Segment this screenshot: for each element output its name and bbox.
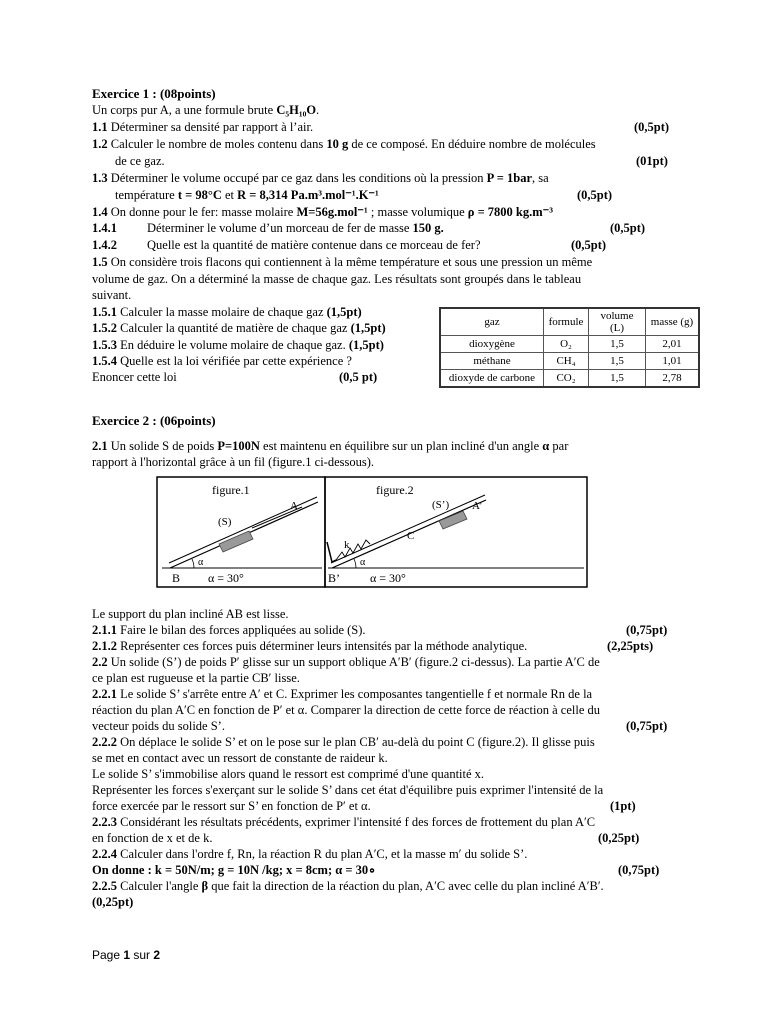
q1-3 <box>92 171 549 186</box>
q2-2-1-line3: vecteur poids du solide S’. <box>92 719 225 733</box>
q2-2-4 <box>92 847 527 862</box>
q1-4-density: ρ = 7800 kg.m⁻³ <box>467 205 554 219</box>
q2-1-line2: rapport à l'horizontal grâce à un fil (figure.1 ci-dessous). <box>92 455 375 469</box>
q1-1-points: (0,5pt) <box>634 120 670 134</box>
inclined-plane-figures <box>156 476 588 588</box>
footer-sur: sur <box>130 948 154 962</box>
q1-3-line2-b: et <box>221 188 238 202</box>
gas-table <box>439 307 700 388</box>
q1-4 <box>92 205 553 220</box>
cell-volume: 1,5 <box>589 370 646 388</box>
q1-3-num: 1.3 <box>92 171 108 185</box>
q1-4-num: 1.4 <box>92 205 108 219</box>
q1-4-2-points: (0,5pt) <box>571 238 607 252</box>
figure-1-solid-s <box>219 531 253 552</box>
q1-3-temperature: t = 98°C <box>177 188 222 202</box>
q2-2-2-line2: se met en contact avec un ressort de constante de raideur k. <box>92 751 388 765</box>
cell-formula: CO₂ <box>544 370 589 388</box>
support-note: Le support du plan incliné AB est lisse. <box>92 607 289 621</box>
ex1-intro <box>92 103 319 118</box>
q1-5-line3: suivant. <box>92 288 132 302</box>
gas-table-header <box>440 308 699 336</box>
figure-1-alpha-small: α <box>198 557 204 568</box>
figure-2-label-k: k <box>344 539 350 551</box>
cell-gas: méthane <box>440 353 544 370</box>
q2-1-alpha: α <box>542 439 550 453</box>
q1-5 <box>92 255 592 270</box>
q1-4-2-num: 1.4.2 <box>92 238 117 252</box>
q1-4-2 <box>92 238 481 253</box>
q1-5-4-points: (0,5 pt) <box>339 370 378 384</box>
q1-1 <box>92 120 313 135</box>
q1-4-1-points: (0,5pt) <box>610 221 646 235</box>
q1-5-line1: On considère trois flacons qui contiennent à la même température et sous une pression un même <box>110 255 593 269</box>
q2-2-5-points: (0,25pt) <box>92 895 134 909</box>
ex1-formula: C₅H₁₀O <box>276 103 317 117</box>
q2-2-5-beta: β <box>201 879 209 893</box>
q1-5-1 <box>92 305 362 320</box>
q2-2-2 <box>92 735 595 750</box>
figure-1-angle-arc <box>192 559 194 568</box>
q1-2-num: 1.2 <box>92 137 108 151</box>
q2-2-2-points: (1pt) <box>610 799 636 813</box>
q2-1 <box>92 439 568 454</box>
q2-1-2-text: Représenter ces forces puis déterminer leurs intensités par la méthode analytique. <box>120 639 528 653</box>
q1-1-text: Déterminer sa densité par rapport à l’air. <box>110 120 314 134</box>
q2-2-3-num: 2.2.3 <box>92 815 117 829</box>
q1-5-line2: volume de gaz. On a déterminé la masse de chaque gaz. Les résultats sont groupés dans le tableau <box>92 272 582 286</box>
figure-1-label-b: B <box>172 571 181 585</box>
q1-2-line2: de ce gaz. <box>115 154 165 168</box>
q1-5-3 <box>92 338 384 353</box>
q1-3-line2 <box>115 188 379 203</box>
q1-3-text-a: Déterminer le volume occupé par ce gaz dans les conditions où la pression <box>110 171 487 185</box>
q2-1-2 <box>92 639 527 654</box>
figure-1-title: figure.1 <box>212 483 250 497</box>
q1-5-1-text: Calculer la masse molaire de chaque gaz <box>120 305 324 319</box>
q1-5-4-line2: Enoncer cette loi <box>92 370 177 384</box>
q2-2-3-points: (0,25pt) <box>598 831 640 845</box>
q2-1-num: 2.1 <box>92 439 108 453</box>
q2-2-1-num: 2.2.1 <box>92 687 117 701</box>
figure-2-angle-arc <box>354 559 356 568</box>
q1-3-points: (0,5pt) <box>577 188 613 202</box>
q2-1-2-num: 2.1.2 <box>92 639 117 653</box>
q1-3-text-b: , sa <box>532 171 549 185</box>
q2-2-5-num: 2.2.5 <box>92 879 117 893</box>
figure-2-label-b: B’ <box>328 571 340 585</box>
q2-2-5-text-b: que fait la direction de la réaction du plan, A′C avec celle du plan incliné A′B′. <box>208 879 604 893</box>
col-header-volume: volume (L) <box>589 308 646 336</box>
q1-5-4-num: 1.5.4 <box>92 354 117 368</box>
q1-5-1-num: 1.5.1 <box>92 305 117 319</box>
figure-2-label-a: A’ <box>472 500 483 512</box>
table-row <box>440 353 699 370</box>
q1-4-molar-mass: M=56g.mol⁻¹ <box>296 205 368 219</box>
q1-5-1-points: (1,5pt) <box>326 305 362 319</box>
cell-formula: CH₄ <box>544 353 589 370</box>
q1-5-3-num: 1.5.3 <box>92 338 117 352</box>
figure-2-alpha-small: α <box>360 557 366 568</box>
q1-5-3-points: (1,5pt) <box>348 338 384 352</box>
q2-2-3-line1: Considérant les résultats précédents, exprimer l'intensité f des forces de frottement du plan A′C <box>120 815 596 829</box>
q1-4-2-text: Quelle est la quantité de matière contenue dans ce morceau de fer? <box>147 238 481 252</box>
q1-5-3-text: En déduire le volume molaire de chaque gaz. <box>120 338 346 352</box>
q2-2-1-line2: réaction du plan A′C en fonction de P′ et α. Comparer la direction de cette force de réaction à celle du <box>92 703 600 717</box>
table-row <box>440 370 699 388</box>
q1-4-text-b: ; masse volumique <box>367 205 468 219</box>
table-row <box>440 336 699 353</box>
q2-1-text-b: est maintenu en équilibre sur un plan incliné d'un angle <box>259 439 543 453</box>
q2-2-5-text-a: Calculer l'angle <box>120 879 202 893</box>
q2-2-3 <box>92 815 595 830</box>
cell-formula: O₂ <box>544 336 589 353</box>
q1-2-text-b: de ce composé. En déduire nombre de molécules <box>348 137 596 151</box>
exercise-2-title: Exercice 2 : (06points) <box>92 413 216 428</box>
q1-5-2-text: Calculer la quantité de matière de chaque gaz <box>120 321 348 335</box>
q2-2-1-line1: Le solide S’ s'arrête entre A′ et C. Exprimer les composantes tangentielle f et normale Rn de la <box>120 687 593 701</box>
cell-volume: 1,5 <box>589 336 646 353</box>
q2-2-2-num: 2.2.2 <box>92 735 117 749</box>
figure-2-label-s: (S’) <box>432 499 450 511</box>
given-values: On donne : k = 50N/m; g = 10N /kg; x = 8cm; α = 30∘ <box>92 863 376 877</box>
q2-1-1 <box>92 623 366 638</box>
q1-2-text-a: Calculer le nombre de moles contenu dans <box>110 137 327 151</box>
q1-5-2-points: (1,5pt) <box>350 321 386 335</box>
q2-2-2-line4: Représenter les forces s'exerçant sur le solide S’ dans cet état d'équilibre puis exprimer l'intensité de la <box>92 783 604 797</box>
q2-1-1-num: 2.1.1 <box>92 623 117 637</box>
q1-2 <box>92 137 596 152</box>
figure-1-alpha-value: α = 30° <box>208 571 244 585</box>
ex1-intro-end: . <box>316 103 320 117</box>
q1-2-points: (01pt) <box>636 154 668 168</box>
q2-2-2-line1: On déplace le solide S’ et on le pose sur le plan CB′ au-delà du point C (figure.2). Il glisse puis <box>120 735 595 749</box>
q1-2-mass: 10 g <box>326 137 349 151</box>
exercise-1-title: Exercice 1 : (08points) <box>92 86 216 101</box>
figure-2-wall <box>327 542 336 562</box>
q1-5-2-num: 1.5.2 <box>92 321 117 335</box>
q2-1-1-text: Faire le bilan des forces appliquées au solide (S). <box>120 623 366 637</box>
figure-2-title: figure.2 <box>376 483 414 497</box>
col-header-gaz: gaz <box>440 308 544 336</box>
q1-5-4-text: Quelle est la loi vérifiée par cette expérience ? <box>120 354 352 368</box>
q1-4-1-text-a: Déterminer le volume d’un morceau de fer de masse <box>147 221 413 235</box>
col-header-formule: formule <box>544 308 589 336</box>
q2-2-5 <box>92 879 604 894</box>
footer-page-total: 2 <box>153 948 161 962</box>
cell-gas: dioxyde de carbone <box>440 370 544 388</box>
q1-5-num: 1.5 <box>92 255 108 269</box>
q1-4-1-num: 1.4.1 <box>92 221 117 235</box>
q2-1-weight: P=100N <box>217 439 260 453</box>
footer-page-number: 1 <box>123 948 131 962</box>
figure-2-frame <box>325 477 587 587</box>
cell-volume: 1,5 <box>589 353 646 370</box>
q2-2-4-text: Calculer dans l'ordre f, Rn, la réaction R du plan A′C, et la masse m′ du solide S’. <box>120 847 528 861</box>
figure-1-label-a: A <box>290 500 298 512</box>
figure-2-label-c: C <box>407 530 415 542</box>
q2-1-1-points: (0,75pt) <box>626 623 668 637</box>
q2-1-text-c: par <box>549 439 569 453</box>
q2-1-text-a: Un solide S de poids <box>110 439 218 453</box>
figure-2-alpha-value: α = 30° <box>370 571 406 585</box>
given-values-points: (0,75pt) <box>618 863 660 877</box>
q1-1-num: 1.1 <box>92 120 108 134</box>
col-header-masse: masse (g) <box>646 308 700 336</box>
footer-page-label: Page <box>92 948 124 962</box>
q1-3-gas-constant: R = 8,314 Pa.m³.mol⁻¹.K⁻¹ <box>237 188 379 202</box>
q1-3-line2-a: température <box>115 188 178 202</box>
cell-mass: 1,01 <box>646 353 700 370</box>
q2-2-2-line5: force exercée par le ressort sur S’ en fonction de P′ et α. <box>92 799 371 813</box>
q2-2-4-num: 2.2.4 <box>92 847 117 861</box>
ex1-intro-text: Un corps pur A, a une formule brute <box>92 103 277 117</box>
q2-2-1 <box>92 687 592 702</box>
cell-mass: 2,78 <box>646 370 700 388</box>
q1-5-2 <box>92 321 386 336</box>
cell-mass: 2,01 <box>646 336 700 353</box>
q2-2 <box>92 655 600 670</box>
figure-1-label-s: (S) <box>218 516 232 528</box>
q2-2-line1: Un solide (S’) de poids P′ glisse sur un support oblique A′B′ (figure.2 ci-dessus). La partie A′C de <box>110 655 600 669</box>
figure-2-plane-edge <box>331 495 485 563</box>
q2-2-line2: ce plan est rugueuse et la partie CB′ lisse. <box>92 671 300 685</box>
q2-2-1-points: (0,75pt) <box>626 719 668 733</box>
q1-4-1 <box>92 221 444 236</box>
q2-2-3-line2: en fonction de x et de k. <box>92 831 213 845</box>
q1-5-4 <box>92 354 352 369</box>
q2-2-num: 2.2 <box>92 655 108 669</box>
q1-3-pressure: P = 1bar <box>486 171 532 185</box>
q1-4-text-a: On donne pour le fer: masse molaire <box>110 205 297 219</box>
q1-4-1-mass: 150 g. <box>412 221 444 235</box>
page-footer <box>92 948 160 962</box>
cell-gas: dioxygène <box>440 336 544 353</box>
q2-2-2-line3: Le solide S’ s'immobilise alors quand le ressort est comprimé d'une quantité x. <box>92 767 485 781</box>
q2-1-2-points: (2,25pts) <box>607 639 654 653</box>
